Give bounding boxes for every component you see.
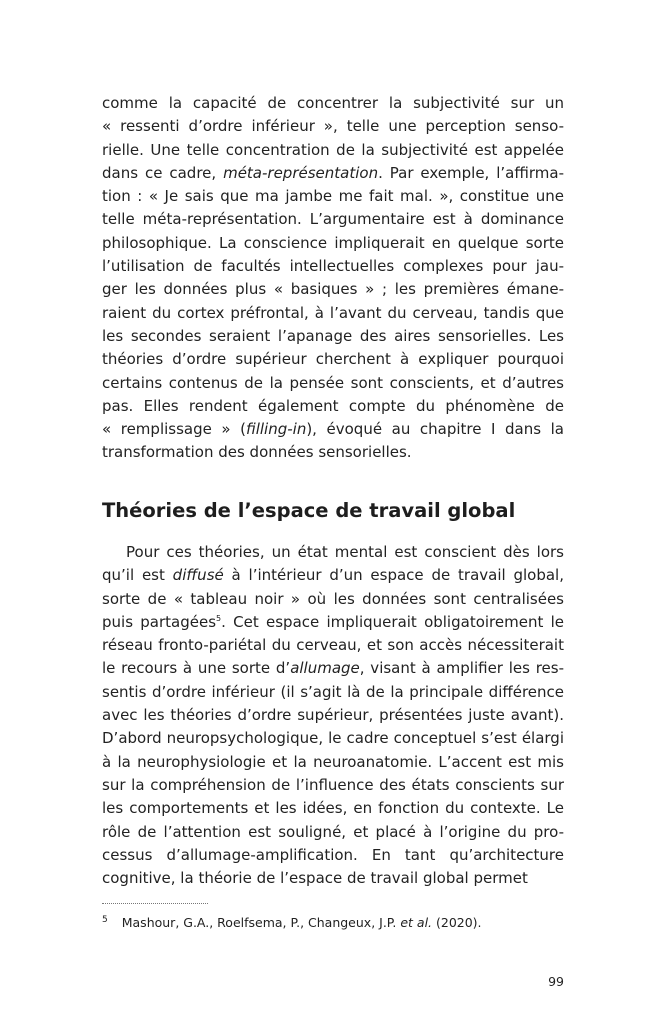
section-heading: Théories de l’espace de travail global [102, 499, 516, 522]
text-segment: dans ce cadre, [102, 163, 224, 182]
text-segment: le recours à une sorte d’ [102, 659, 291, 678]
text-line [102, 208, 564, 231]
text-line [102, 844, 564, 867]
text-segment: « remplissage » ( [102, 420, 247, 439]
footnote-text-end: (2020). [432, 915, 482, 931]
text-segment: ger les données plus « basiques » ; les premières émane- [102, 280, 564, 299]
text-line [102, 867, 564, 890]
text-segment: sur la compréhension de l’influence des états conscients sur [102, 775, 564, 794]
footnote-separator [102, 903, 208, 904]
page-number: 99 [548, 974, 564, 989]
text-segment: Pour ces théories, un état mental est conscient dès lors [126, 543, 564, 561]
text-line [102, 418, 564, 441]
text-segment: transformation des données sensorielles. [102, 443, 412, 462]
text-segment: ), évoqué au chapitre I dans la [306, 420, 564, 439]
text-segment: réseau fronto-pariétal du cerveau, et son accès nécessiterait [102, 636, 564, 655]
text-line [102, 139, 564, 162]
text-segment: à l’intérieur d’un espace de travail global, [223, 566, 564, 585]
text-line [102, 278, 564, 301]
italic-term: méta-représentation [223, 163, 379, 182]
text-line [102, 325, 564, 348]
footnote-text: Mashour, G.A., Roelfsema, P., Changeux, J.P. [121, 915, 401, 931]
text-line [102, 634, 564, 657]
text-segment: raient du cortex préfrontal, à l’avant du cerveau, tandis que [102, 303, 564, 322]
text-line [102, 751, 564, 774]
text-line [102, 611, 564, 634]
text-segment: philosophique. La conscience impliquerait en quelque sorte [102, 233, 564, 252]
text-line [102, 797, 564, 820]
italic-term: filling-in [246, 420, 307, 439]
text-segment: . Par exemple, l’affirma- [378, 163, 564, 182]
paragraph-1 [102, 92, 564, 465]
text-line [102, 441, 564, 464]
text-segment: l’utilisation de facultés intellectuelles complexes pour jau- [102, 257, 564, 276]
footnote-italic: et al. [400, 915, 433, 931]
text-segment: telle méta-représentation. L’argumentaire est à dominance [102, 210, 564, 229]
text-segment: . Cet espace impliquerait obligatoirement le [221, 612, 564, 631]
text-line [102, 588, 564, 611]
text-line [102, 704, 564, 727]
text-segment: « ressenti d’ordre inférieur », telle une perception senso- [102, 117, 564, 136]
text-line [102, 774, 564, 797]
text-segment: rôle de l’attention est souligné, et placé à l’origine du pro- [102, 822, 564, 841]
text-line [102, 255, 564, 278]
text-line [102, 395, 564, 418]
text-segment: cognitive, la théorie de l’espace de travail global permet [102, 869, 528, 888]
text-line [102, 162, 564, 185]
text-segment: comme la capacité de concentrer la subjectivité sur un [102, 94, 564, 112]
footnote-mark: 5 [102, 915, 108, 925]
text-segment: pas. Elles rendent également compte du phénomène de [102, 396, 564, 415]
text-segment: , visant à amplifier les res- [359, 659, 564, 678]
text-segment: puis partagées [102, 612, 217, 631]
text-segment: sentis d’ordre inférieur (il s’agit là de la principale différence [102, 682, 564, 701]
text-line [102, 372, 564, 395]
paragraph-2 [102, 541, 564, 890]
text-line [102, 541, 564, 564]
text-line [102, 348, 564, 371]
text-line [102, 657, 564, 680]
text-line [102, 727, 564, 750]
text-segment: les secondes seraient l’apanage des aires sensorielles. Les [102, 326, 564, 345]
text-line [102, 185, 564, 208]
text-segment: tion : « Je sais que ma jambe me fait mal. », constitue une [102, 187, 564, 206]
italic-term: diffusé [172, 566, 224, 585]
text-segment: sorte de « tableau noir » où les données sont centralisées [102, 589, 564, 608]
text-line [102, 821, 564, 844]
text-line [102, 302, 564, 325]
text-line [102, 232, 564, 255]
text-segment: théories d’ordre supérieur cherchent à expliquer pourquoi [102, 350, 564, 369]
text-segment: avec les théories d’ordre supérieur, présentées juste avant). [102, 706, 564, 725]
text-segment: les comportements et les idées, en fonction du contexte. Le [102, 799, 564, 818]
text-line [102, 681, 564, 704]
text-segment: certains contenus de la pensée sont conscients, et d’autres [102, 373, 564, 392]
text-segment: cessus d’allumage-amplification. En tant qu’architecture [102, 845, 564, 864]
text-segment: qu’il est [102, 566, 173, 585]
italic-term: allumage [290, 659, 360, 678]
text-line [102, 564, 564, 587]
text-segment: D’abord neuropsychologique, le cadre conceptuel s’est élargi [102, 729, 564, 748]
text-segment: à la neurophysiologie et la neuroanatomie. L’accent est mis [102, 752, 564, 771]
footnote-reference: 5 [216, 613, 222, 623]
footnote [102, 911, 482, 932]
text-line [102, 115, 564, 138]
text-segment: rielle. Une telle concentration de la subjectivité est appelée [102, 140, 564, 159]
text-line [102, 92, 564, 115]
